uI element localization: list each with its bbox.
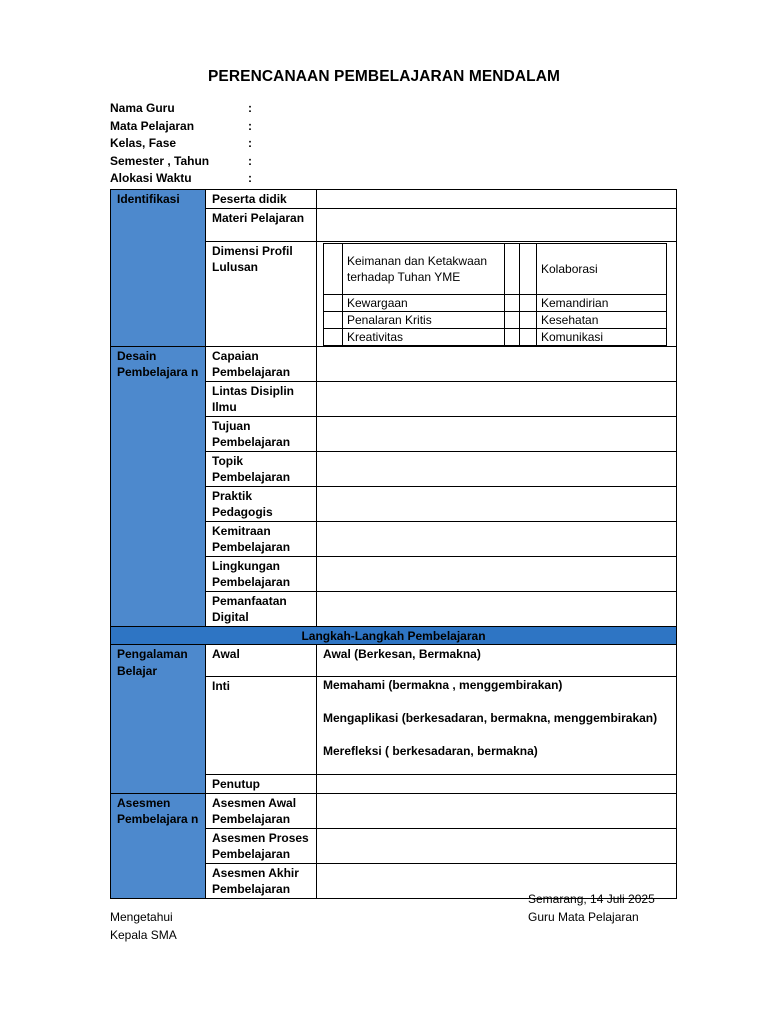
dimensi-kemandirian: Kemandirian	[537, 294, 667, 311]
label-penutup: Penutup	[206, 775, 317, 794]
value-kemitraan-pembelajaran[interactable]	[317, 521, 677, 556]
checkbox-kewargaan[interactable]	[324, 294, 343, 311]
label-tujuan-pembelajaran: Tujuan Pembelajaran	[206, 416, 317, 451]
info-colon: :	[248, 136, 252, 150]
info-row-semester-tahun	[110, 153, 258, 171]
info-colon: :	[248, 153, 252, 168]
value-awal[interactable]: Awal (Berkesan, Bermakna)	[317, 645, 677, 677]
value-lingkungan-pembelajaran[interactable]	[317, 556, 677, 591]
dimensi-gap	[667, 311, 684, 328]
info-row-mata-pelajaran	[110, 118, 258, 136]
label-kemitraan-pembelajaran: Kemitraan Pembelajaran	[206, 521, 317, 556]
page-title: PERENCANAAN PEMBELAJARAN MENDALAM	[207, 68, 561, 85]
dimensi-gap	[667, 328, 684, 345]
dimensi-grid	[323, 243, 684, 346]
value-praktik-pedagogis[interactable]	[317, 486, 677, 521]
checkbox-kesehatan[interactable]	[520, 311, 537, 328]
signature-kepala-block	[110, 908, 177, 944]
value-capaian-pembelajaran[interactable]	[317, 346, 677, 381]
label-topik-pembelajaran: Topik Pembelajaran	[206, 451, 317, 486]
value-asesmen-proses[interactable]	[317, 828, 677, 863]
label-awal: Awal	[206, 645, 317, 677]
dimensi-grid-cell	[317, 241, 677, 346]
dimensi-komunikasi: Komunikasi	[537, 328, 667, 345]
signature-kepala-title: Kepala SMA	[110, 928, 177, 942]
langkah-header: Langkah-Langkah Pembelajaran	[111, 626, 677, 645]
label-lintas-disiplin-ilmu: Lintas Disiplin Ilmu	[206, 381, 317, 416]
section-identifikasi: Identifikasi	[111, 190, 206, 347]
checkbox-spacer	[505, 328, 520, 345]
label-lingkungan-pembelajaran: Lingkungan Pembelajaran	[206, 556, 317, 591]
signature-guru-block	[528, 890, 655, 926]
label-asesmen-proses: Asesmen Proses Pembelajaran	[206, 828, 317, 863]
label-peserta-didik: Peserta didik	[206, 190, 317, 209]
inti-merefleksi: Merefleksi ( berkesadaran, bermakna)	[323, 744, 538, 758]
checkbox-spacer	[505, 294, 520, 311]
label-materi-pelajaran: Materi Pelajaran	[206, 208, 317, 241]
inti-blank	[323, 727, 670, 744]
dimensi-kesehatan: Kesehatan	[537, 311, 667, 328]
teacher-info	[110, 100, 258, 188]
section-desain-pembelajaran: Desain Pembelajara n	[111, 346, 206, 626]
info-colon: :	[248, 171, 252, 185]
value-topik-pembelajaran[interactable]	[317, 451, 677, 486]
value-lintas-disiplin-ilmu[interactable]	[317, 381, 677, 416]
label-asesmen-akhir: Asesmen Akhir Pembelajaran	[206, 863, 317, 898]
label-inti: Inti	[206, 677, 317, 775]
inti-blank	[323, 694, 670, 711]
info-row-nama-guru	[110, 100, 258, 118]
info-label: Mata Pelajaran	[110, 118, 195, 133]
dimensi-gap	[667, 243, 684, 294]
dimensi-gap	[667, 294, 684, 311]
info-colon: :	[248, 118, 252, 133]
checkbox-penalaran[interactable]	[324, 311, 343, 328]
signature-guru-title: Guru Mata Pelajaran	[528, 910, 639, 924]
inti-memahami: Memahami (bermakna , menggembirakan)	[323, 678, 563, 692]
dimensi-keimanan: Keimanan dan Ketakwaan terhadap Tuhan YME	[343, 243, 505, 294]
value-pemanfaatan-digital[interactable]	[317, 591, 677, 626]
value-asesmen-awal[interactable]	[317, 793, 677, 828]
label-pemanfaatan-digital: Pemanfaatan Digital	[206, 591, 317, 626]
section-asesmen-pembelajaran: Asesmen Pembelajara n	[111, 793, 206, 898]
checkbox-kreativitas[interactable]	[324, 328, 343, 345]
info-row-alokasi-waktu	[110, 170, 258, 188]
checkbox-keimanan[interactable]	[324, 243, 343, 294]
checkbox-kemandirian[interactable]	[520, 294, 537, 311]
label-asesmen-awal: Asesmen Awal Pembelajaran	[206, 793, 317, 828]
label-dimensi-profil-lulusan: Dimensi Profil Lulusan	[206, 241, 317, 346]
value-inti[interactable]	[317, 677, 677, 775]
section-pengalaman-belajar: Pengalaman Belajar	[111, 645, 206, 794]
dimensi-kreativitas: Kreativitas	[343, 328, 505, 345]
info-row-kelas-fase	[110, 135, 258, 153]
label-praktik-pedagogis: Praktik Pedagogis	[206, 486, 317, 521]
checkbox-spacer	[505, 243, 520, 294]
checkbox-kolaborasi[interactable]	[520, 243, 537, 294]
inti-mengaplikasi: Mengaplikasi (berkesadaran, bermakna, menggembirakan)	[323, 711, 658, 725]
dimensi-kolaborasi: Kolaborasi	[537, 243, 667, 294]
checkbox-spacer	[505, 311, 520, 328]
value-materi-pelajaran[interactable]	[317, 208, 677, 241]
label-capaian-pembelajaran: Capaian Pembelajaran	[206, 346, 317, 381]
value-tujuan-pembelajaran[interactable]	[317, 416, 677, 451]
value-peserta-didik[interactable]	[317, 190, 677, 209]
info-label: Nama Guru	[110, 101, 175, 115]
dimensi-penalaran: Penalaran Kritis	[343, 311, 505, 328]
info-label: Semester , Tahun	[110, 153, 210, 168]
dimensi-kewargaan: Kewargaan	[343, 294, 505, 311]
info-label: Kelas, Fase	[110, 136, 177, 150]
info-colon: :	[248, 101, 252, 115]
signature-mengetahui: Mengetahui	[110, 910, 173, 924]
checkbox-komunikasi[interactable]	[520, 328, 537, 345]
signature-place-date: Semarang, 14 Juli 2025	[528, 892, 655, 906]
value-penutup[interactable]	[317, 775, 677, 794]
planning-table	[110, 189, 677, 899]
info-label: Alokasi Waktu	[110, 171, 192, 185]
